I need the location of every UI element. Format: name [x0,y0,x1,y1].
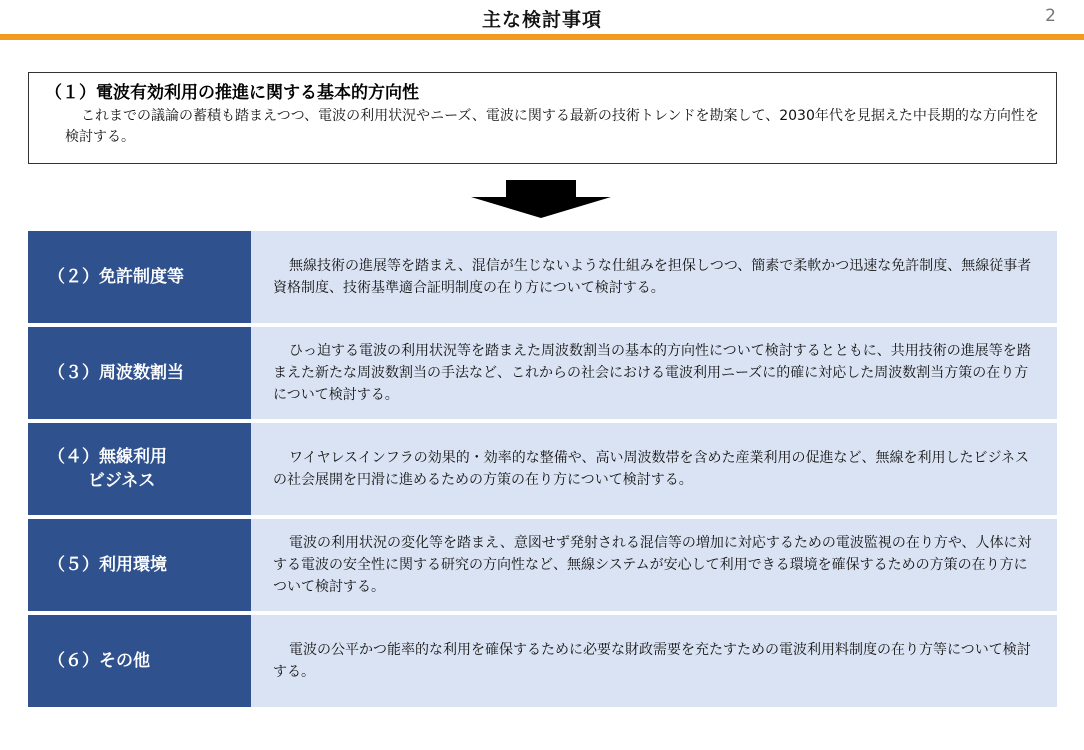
topic-label: （６）その他 [28,615,251,707]
page-title: 主な検討事項 [481,9,602,31]
basic-direction-body: これまでの議論の蓄積も踏まえつつ、電波の利用状況やニーズ、電波に関する最新の技術トレンドを勘案して、2030年代を見据えた中長期的な方向性を検討する。 [65,108,1039,145]
page-number: 2 [1045,6,1056,26]
topic-row-usage-environment [28,519,1057,611]
basic-direction-heading: （１）電波有効利用の推進に関する基本的方向性 [45,83,419,103]
topic-row-frequency-allocation [28,327,1057,419]
topic-label: （４）無線利用 ビジネス [28,423,251,515]
topic-label: （５）利用環境 [28,519,251,611]
topic-row-other [28,615,1057,707]
topic-label: （３）周波数割当 [28,327,251,419]
topic-row-licensing [28,231,1057,323]
topic-description: 電波の利用状況の変化等を踏まえ、意図せず発射される混信等の増加に対応するための電波監視の在り方や、人体に対する電波の安全性に関する研究の方向性など、無線システムが安心して利用できる環境を確保するための方策の在り方について検討する。 [251,519,1057,611]
topic-description: ワイヤレスインフラの効果的・効率的な整備や、高い周波数帯を含めた産業利用の促進など、無線を利用したビジネスの社会展開を円滑に進めるための方策の在り方について検討する。 [251,423,1057,515]
topic-label: （２）免許制度等 [28,231,251,323]
down-arrow-icon [471,180,611,218]
topic-row-wireless-business [28,423,1057,515]
topic-description: 電波の公平かつ能率的な利用を確保するために必要な財政需要を充たすための電波利用料制度の在り方等について検討する。 [251,615,1057,707]
topic-description: 無線技術の進展等を踏まえ、混信が生じないような仕組みを担保しつつ、簡素で柔軟かつ迅速な免許制度、無線従事者資格制度、技術基準適合証明制度の在り方について検討する。 [251,231,1057,323]
topic-list [28,231,1057,707]
basic-direction-box [28,72,1057,164]
topic-description: ひっ迫する電波の利用状況等を踏まえた周波数割当の基本的方向性について検討するとともに、共用技術の進展等を踏まえた新たな周波数割当の手法など、これからの社会における電波利用ニーズに的確に対応した周波数割当方策の在り方について検討する。 [251,327,1057,419]
header-divider-thick [0,36,1084,40]
